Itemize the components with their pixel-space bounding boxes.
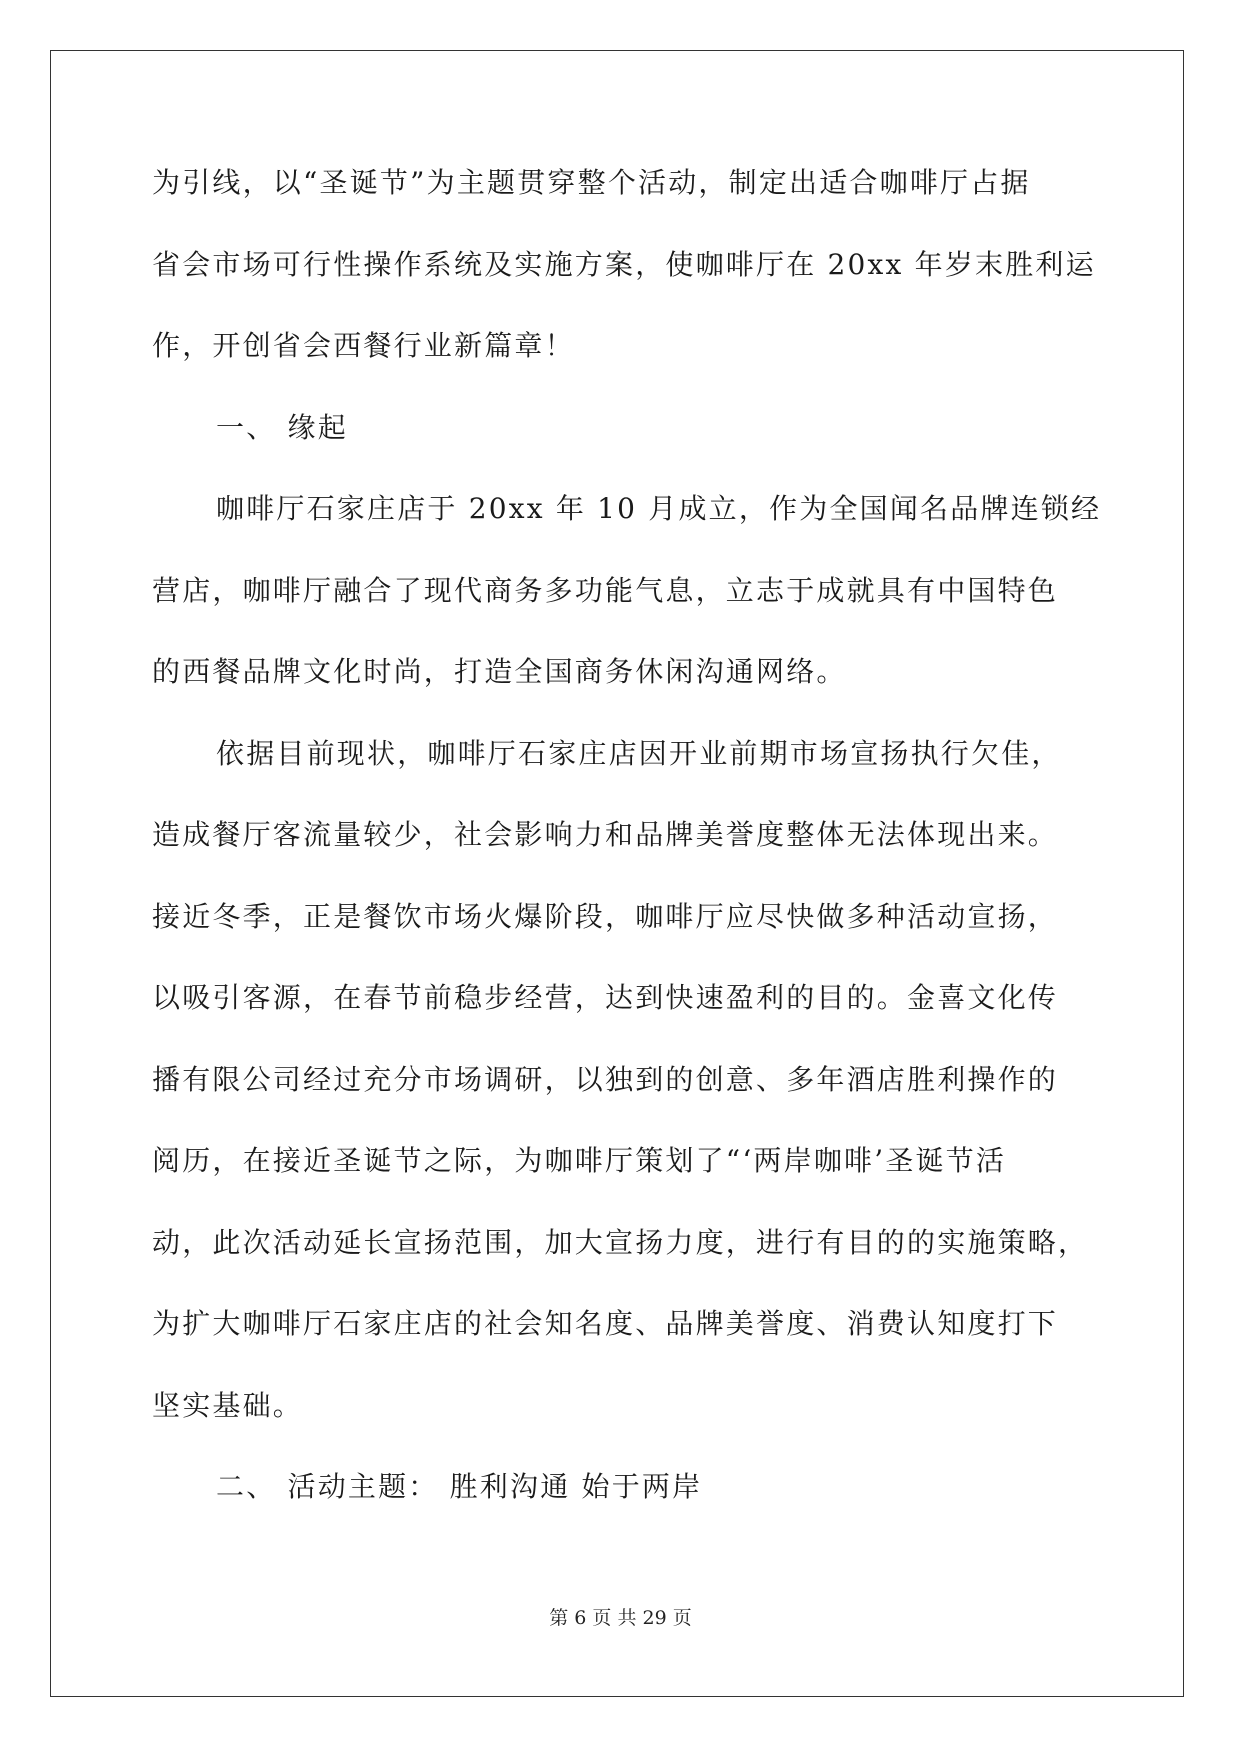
text-line-15: 为扩大咖啡厅石家庄店的社会知名度、品牌美誉度、消费认知度打下 [152, 1307, 1059, 1340]
document-body [152, 163, 1102, 1549]
text-line-13: 阅历，在接近圣诞节之际，为咖啡厅策划了“‘两岸咖啡’圣诞节活 [152, 1144, 1007, 1177]
text-line-11: 以吸引客源，在春节前稳步经营，达到快速盈利的目的。金喜文化传 [152, 981, 1059, 1014]
text-line-7: 的西餐品牌文化时尚，打造全国商务休闲沟通网络。 [152, 655, 847, 688]
page-number-footer: 第 6 页 共 29 页 [549, 1607, 692, 1629]
text-line-2: 省会市场可行性操作系统及实施方案，使咖啡厅在 20xx 年岁末胜利运 [152, 247, 1096, 281]
text-line-12: 播有限公司经过充分市场调研，以独到的创意、多年酒店胜利操作的 [152, 1062, 1059, 1096]
text-line-6: 营店，咖啡厅融合了现代商务多功能气息，立志于成就具有中国特色 [152, 573, 1059, 607]
text-line-3: 作，开创省会西餐行业新篇章！ [152, 329, 575, 362]
text-line-9: 造成餐厅客流量较少，社会影响力和品牌美誉度整体无法体现出来。 [152, 818, 1059, 851]
text-line-16: 坚实基础。 [152, 1388, 304, 1422]
text-line-5: 咖啡厅石家庄店于 20xx 年 10 月成立，作为全国闻名品牌连锁经 [216, 492, 1102, 525]
section-heading-2: 二、 活动主题： 胜利沟通 始于两岸 [216, 1470, 703, 1503]
text-line-8: 依据目前现状，咖啡厅石家庄店因开业前期市场宣扬执行欠佳， [216, 736, 1062, 770]
text-line-14: 动，此次活动延长宣扬范围，加大宣扬力度，进行有目的的实施策略， [152, 1225, 1089, 1259]
text-line-1: 为引线，以“圣诞节”为主题贯穿整个活动，制定出适合咖啡厅占据 [152, 166, 1031, 199]
text-line-10: 接近冬季，正是餐饮市场火爆阶段，咖啡厅应尽快做多种活动宣扬， [152, 899, 1059, 933]
section-heading-1: 一、 缘起 [216, 410, 348, 444]
